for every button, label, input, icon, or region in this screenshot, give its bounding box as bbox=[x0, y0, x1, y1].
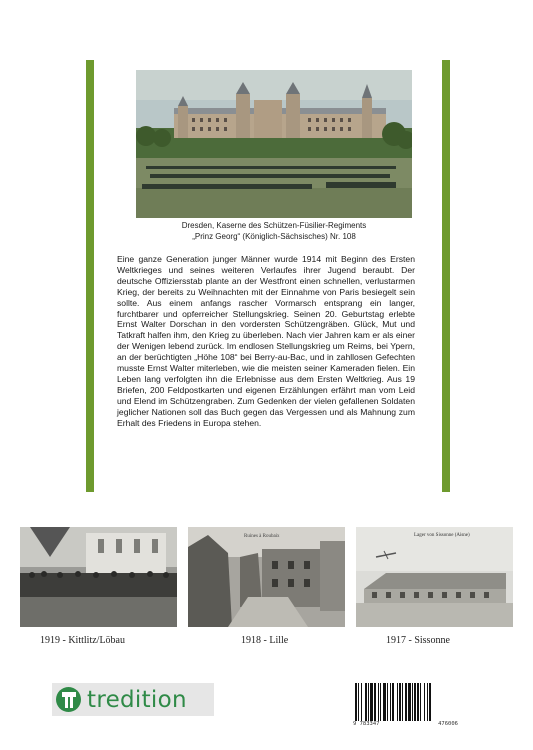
left-green-bar bbox=[86, 60, 94, 492]
barracks-photo bbox=[136, 70, 412, 218]
barracks-caption bbox=[136, 220, 412, 242]
publisher-name: tredition bbox=[87, 686, 187, 713]
lille-postcard-text: Ruines à Roubaix bbox=[244, 534, 280, 539]
publisher-logo-mark-icon bbox=[56, 687, 81, 712]
sissonne-postcard-text: Lager von Sissonne (Aisne) bbox=[414, 533, 470, 538]
isbn-digits bbox=[353, 721, 458, 727]
isbn-digits-right: 476006 bbox=[438, 721, 458, 727]
thumbnail-kittlitz bbox=[20, 527, 177, 627]
isbn-barcode bbox=[353, 683, 458, 721]
back-cover-blurb: Eine ganze Generation junger Männer wurde 1914 mit Beginn des Ersten Weltkrieges und seines weiteren Verlaufes ihrer Jugend beraubt. Der deutsche Offiziersstab plante an der Westfront einen schnellen, verlustarmen Krieg, der bereits zu Weihnachten mit der Einnahme von Paris besiegelt sein sollte. Aus einem anfangs rascher Vormarsch entsprang ein langer, furchtbarer und opferreicher Stellungskrieg. Seinen 20. Geburtstag erlebte Ernst Walter Dorschan in den vordersten Schützengräben. Glück, Mut und Tatkraft halfen ihm, den Krieg zu überleben. Nach vier Jahren kam er als einer der Wenigen lebend zurück. Im endlosen Stellungskrieg um Reims, bei Ypern, an der berüchtigten „Höhe 108“ bei Berry-au-Bac, und in zahllosen Gefechten musste Ernst Walter miterleben, wie die meisten seiner Kameraden fielen. Ein Leben lang verfolgten ihn die Erlebnisse aus dem Ersten Weltkrieg. Aus 19 Briefen, 200 Feldpostkarten und eigenen Erzählungen erfährt man vom Leid und Elend im Schützengraben. Zum Gedenken der vielen gefallenen Soldaten jeglicher Nationen soll das Buch gegen das Vergessen und als Mahnung zum Erhalt des Friedens in Europa stehen. bbox=[117, 254, 415, 428]
thumbnail-caption-1: 1919 - Kittlitz/Löbau bbox=[40, 635, 125, 646]
thumbnail-lille bbox=[188, 527, 345, 627]
publisher-logo bbox=[52, 683, 214, 716]
thumbnail-caption-3: 1917 - Sissonne bbox=[386, 635, 450, 646]
thumbnail-sissonne bbox=[356, 527, 513, 627]
right-green-bar bbox=[442, 60, 450, 492]
caption-line-2: „Prinz Georg“ (Königlich-Sächsisches) Nr. 108 bbox=[192, 232, 356, 241]
caption-line-1: Dresden, Kaserne des Schützen-Füsilier-Regiments bbox=[181, 221, 367, 230]
isbn-digits-left: 9 783347 bbox=[353, 721, 380, 727]
thumbnail-caption-2: 1918 - Lille bbox=[241, 635, 289, 646]
